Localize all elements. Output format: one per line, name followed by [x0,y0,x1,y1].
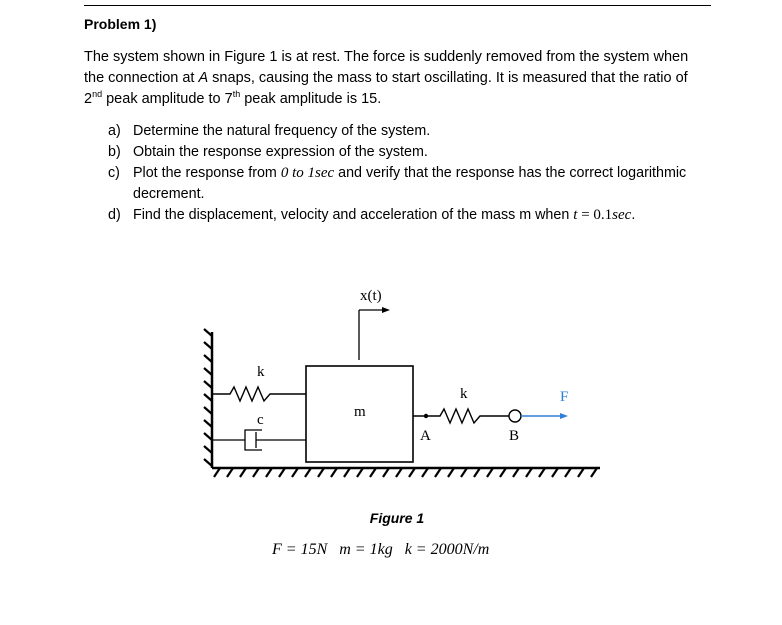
math-equals-value: = 0.1 [577,207,613,223]
question-text: . [631,207,636,223]
ground-tick [292,468,298,477]
question-text: Find the displacement, velocity and acceleration of the mass m when [133,207,574,223]
displacement-label: x(t) [360,288,382,304]
question-label: d) [108,207,121,223]
left-spring-label: k [257,364,265,380]
damper-label: c [257,412,264,428]
ground-tick [539,468,545,477]
ground-tick [565,468,571,477]
ground-tick [513,468,519,477]
ground-tick [500,468,506,477]
statement-text-3b: peak amplitude to 7 [102,91,233,107]
ground-tick [487,468,493,477]
statement-text-3a: 2 [84,91,93,107]
point-a-ref: A [198,70,209,86]
question-label: a) [108,123,121,139]
ground-tick [461,468,467,477]
statement-text-1: The system shown in Figure 1 is at rest. The force is suddenly removed from the system when [84,49,689,65]
statement-line-3 [84,89,714,110]
ground-tick [305,468,311,477]
ground-tick [227,468,233,477]
ground-tick [240,468,246,477]
wall-hatch [204,329,212,468]
ground-tick [266,468,272,477]
math-time-range: 0 to 1sec [280,165,335,181]
param-stiffness: k = 2000N/m [404,541,490,558]
ordinal-nd: nd [92,89,103,99]
statement-text-2a: the connection at [84,70,199,86]
ground-tick [253,468,259,477]
math-t: t [573,207,578,223]
statement-text-3c: peak amplitude is 15. [240,91,382,107]
ground-tick [357,468,363,477]
displacement-arrow [359,307,390,360]
question-d [108,205,718,226]
question-b [108,142,718,163]
ordinal-th: th [232,89,241,99]
ground-tick [591,468,597,477]
ground-tick [344,468,350,477]
right-spring [413,409,509,423]
ground-tick [383,468,389,477]
problem-title: Problem 1) [84,16,157,32]
ground-tick [331,468,337,477]
question-c [108,163,718,205]
mass-label: m [354,404,366,420]
ground-tick [318,468,324,477]
force-label: F [560,389,569,405]
question-label: c) [108,165,120,181]
question-text: Obtain the response expression of the system. [133,144,428,160]
point-b-circle [509,410,521,422]
ground-tick [422,468,428,477]
ground-tick [396,468,402,477]
point-a-label: A [420,428,431,444]
ground-tick [370,468,376,477]
question-text: decrement. [133,186,205,202]
right-spring-label: k [460,386,468,402]
ground-tick [474,468,480,477]
given-parameters [272,541,497,559]
math-sec: sec [612,207,632,223]
ground-tick [214,468,220,477]
ground-tick [448,468,454,477]
statement-text-2b: snaps, causing the mass to start oscillating. It is measured that the ratio of [208,70,688,86]
figure-1-diagram [190,270,610,490]
ground-tick [435,468,441,477]
damper [212,430,306,450]
figure-caption [0,510,782,526]
ground-tick [279,468,285,477]
question-text: and verify that the response has the correct logarithmic [334,165,687,181]
question-label: b) [108,144,121,160]
left-spring [212,387,306,401]
statement-line-1 [84,47,714,68]
ground-hatch [212,468,600,477]
ground-tick [578,468,584,477]
question-text: Determine the natural frequency of the system. [133,123,431,139]
param-mass: m = 1kg [339,541,393,558]
figure-caption-text: Figure 1 [369,510,425,526]
ground-tick [552,468,558,477]
question-text: Plot the response from [133,165,281,181]
question-list [108,121,718,226]
param-force: F = 15N [272,541,328,558]
ground-tick [409,468,415,477]
point-b-label: B [509,428,520,444]
force-arrow [521,413,568,419]
ground-tick [526,468,532,477]
problem-statement [84,47,714,110]
statement-line-2 [84,68,714,89]
question-a [108,121,718,142]
top-rule [84,5,711,6]
